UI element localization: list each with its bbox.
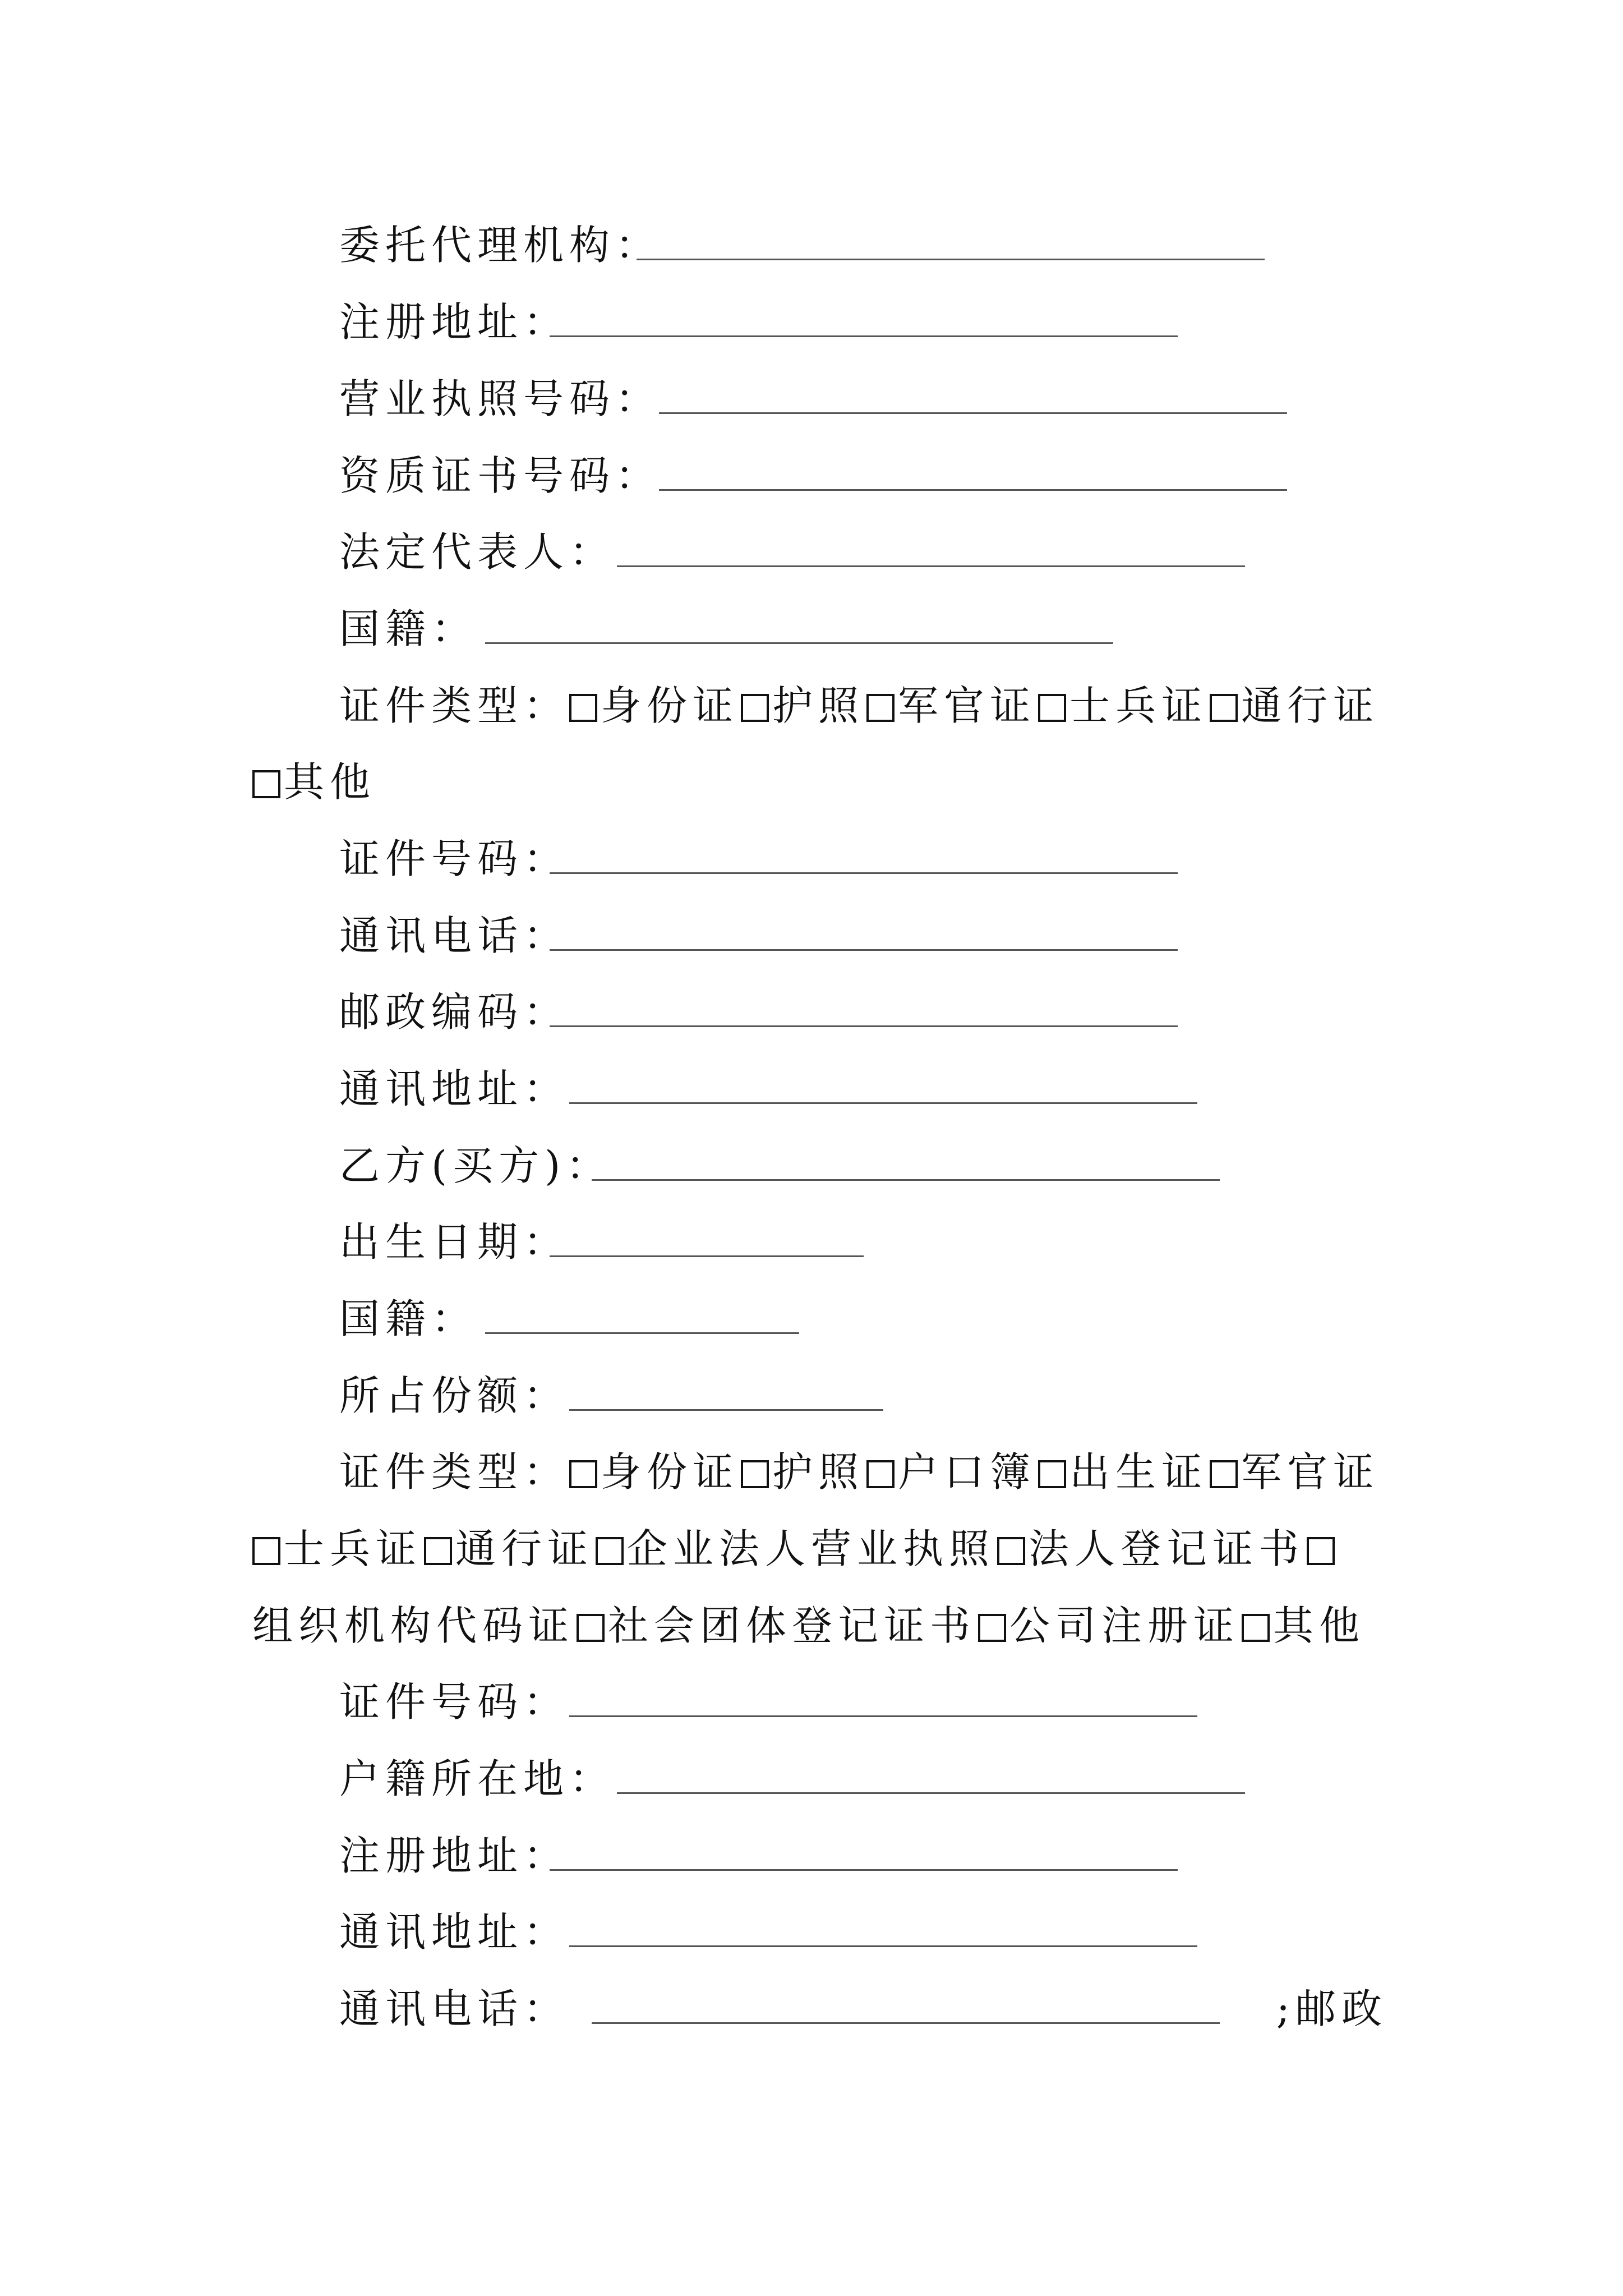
buyer-hukou-label: 户籍所在地：	[339, 1755, 616, 1802]
agent-id-type-row2	[252, 754, 1387, 810]
buyer-hukou-row	[339, 1751, 1387, 1807]
buyer-address-label: 通讯地址：	[339, 1908, 570, 1955]
buyer-id-opt-9[interactable]: 法人登记证书	[997, 1525, 1304, 1572]
buyer-id-opt-10-checkbox[interactable]	[1307, 1537, 1335, 1565]
buyer-phone-tail: ;邮政	[1276, 1985, 1387, 2032]
checkbox-icon[interactable]	[1210, 1460, 1238, 1488]
agent-nationality-row	[339, 601, 1387, 657]
checkbox-icon[interactable]	[1210, 694, 1238, 722]
agent-license-row	[339, 371, 1387, 427]
buyer-id-opt-7[interactable]: 通行证	[424, 1525, 593, 1572]
agent-address-label: 通讯地址：	[339, 1065, 570, 1112]
agent-org-blank[interactable]	[637, 217, 1265, 260]
buyer-reg-addr-row	[339, 1828, 1387, 1884]
agent-postcode-row	[339, 984, 1387, 1040]
agent-phone-label: 通讯电话：	[339, 912, 570, 959]
buyer-nationality-row	[339, 1291, 1387, 1347]
agent-phone-blank[interactable]	[550, 908, 1178, 951]
agent-org-row	[339, 217, 1387, 273]
buyer-id-opt-8[interactable]: 企业法人营业执照	[596, 1525, 995, 1572]
agent-nationality-label: 国籍：	[339, 605, 478, 652]
agent-reg-addr-row	[339, 294, 1387, 350]
checkbox-icon[interactable]	[978, 1614, 1006, 1642]
agent-reg-addr-label: 注册地址：	[339, 298, 570, 346]
checkbox-icon[interactable]	[577, 1614, 605, 1642]
agent-qual-row	[339, 448, 1387, 504]
buyer-id-opt-12[interactable]: 公司注册证	[978, 1602, 1239, 1649]
checkbox-icon[interactable]	[1038, 1460, 1066, 1488]
buyer-share-label: 所占份额：	[339, 1372, 570, 1419]
agent-license-blank[interactable]	[659, 371, 1287, 414]
buyer-address-blank[interactable]	[569, 1904, 1197, 1947]
buyer-nationality-blank[interactable]	[485, 1291, 799, 1334]
checkbox-icon[interactable]	[866, 1460, 895, 1488]
buyer-nationality-label: 国籍：	[339, 1295, 478, 1342]
agent-postcode-label: 邮政编码：	[339, 988, 570, 1036]
checkbox-icon[interactable]	[252, 770, 280, 798]
checkbox-icon[interactable]	[1242, 1614, 1270, 1642]
agent-id-no-label: 证件号码：	[339, 835, 570, 882]
buyer-id-opt-5[interactable]: 军官证	[1210, 1448, 1379, 1496]
agent-qual-label: 资质证书号码：	[339, 452, 662, 499]
buyer-id-opt-2[interactable]: 护照	[741, 1448, 864, 1496]
buyer-reg-addr-label: 注册地址：	[339, 1832, 570, 1879]
agent-address-row	[339, 1061, 1387, 1117]
buyer-birth-label: 出生日期：	[339, 1218, 570, 1266]
agent-id-type-row1	[339, 678, 1387, 734]
checkbox-icon[interactable]	[596, 1537, 624, 1565]
buyer-birth-row	[339, 1214, 1387, 1270]
checkbox-icon[interactable]	[997, 1537, 1025, 1565]
buyer-address-row	[339, 1904, 1387, 1960]
agent-id-no-row	[339, 831, 1387, 887]
buyer-id-opt-1[interactable]: 身份证	[569, 1448, 739, 1496]
agent-license-label: 营业执照号码：	[339, 375, 662, 422]
buyer-id-type-row1	[339, 1444, 1387, 1500]
agent-id-opt-1[interactable]: 身份证	[569, 682, 739, 729]
agent-reg-addr-blank[interactable]	[550, 294, 1178, 337]
checkbox-icon[interactable]	[741, 694, 769, 722]
buyer-party-row	[339, 1138, 1387, 1194]
buyer-id-opt-4[interactable]: 出生证	[1038, 1448, 1207, 1496]
buyer-id-opt-13[interactable]: 其他	[1242, 1602, 1365, 1649]
agent-id-opt-2[interactable]: 护照	[741, 682, 864, 729]
agent-legal-rep-label: 法定代表人：	[339, 528, 616, 576]
buyer-birth-blank[interactable]	[550, 1214, 864, 1257]
buyer-id-opt-6[interactable]: 士兵证	[252, 1525, 422, 1572]
checkbox-icon[interactable]	[569, 1460, 597, 1488]
checkbox-icon[interactable]	[1038, 694, 1066, 722]
agent-address-blank[interactable]	[569, 1061, 1197, 1104]
buyer-share-row	[339, 1368, 1387, 1424]
buyer-phone-blank[interactable]	[592, 1981, 1220, 2024]
agent-legal-rep-row	[339, 524, 1387, 580]
buyer-id-no-row	[339, 1674, 1387, 1730]
buyer-share-blank[interactable]	[569, 1368, 883, 1411]
agent-postcode-blank[interactable]	[550, 984, 1178, 1027]
checkbox-icon[interactable]	[424, 1537, 452, 1565]
buyer-id-type-row2	[252, 1521, 1387, 1577]
buyer-id-opt-3[interactable]: 户口簿	[866, 1448, 1036, 1496]
buyer-party-blank[interactable]	[592, 1138, 1220, 1181]
agent-legal-rep-blank[interactable]	[617, 524, 1245, 567]
buyer-id-opt-10[interactable]: 组织机构代码证	[252, 1602, 575, 1649]
checkbox-icon[interactable]	[741, 1460, 769, 1488]
agent-id-opt-6[interactable]: 其他	[252, 758, 376, 806]
agent-id-type-label: 证件类型：	[339, 682, 570, 729]
buyer-id-opt-11[interactable]: 社会团体登记证书	[577, 1602, 976, 1649]
agent-nationality-blank[interactable]	[485, 601, 1113, 644]
agent-id-opt-4[interactable]: 士兵证	[1038, 682, 1207, 729]
buyer-reg-addr-blank[interactable]	[550, 1828, 1178, 1871]
agent-id-no-blank[interactable]	[550, 831, 1178, 874]
checkbox-icon[interactable]	[569, 694, 597, 722]
buyer-id-no-blank[interactable]	[569, 1674, 1197, 1717]
buyer-party-label: 乙方(买方)：	[339, 1142, 612, 1189]
buyer-id-type-row3	[252, 1598, 1387, 1654]
buyer-id-no-label: 证件号码：	[339, 1678, 570, 1726]
agent-id-opt-5[interactable]: 通行证	[1210, 682, 1379, 729]
checkbox-icon[interactable]	[866, 694, 895, 722]
checkbox-icon[interactable]	[252, 1537, 280, 1565]
buyer-hukou-blank[interactable]	[617, 1751, 1245, 1794]
buyer-phone-label: 通讯电话：	[339, 1985, 570, 2032]
agent-org-label: 委托代理机构：	[339, 222, 662, 269]
agent-qual-blank[interactable]	[659, 448, 1287, 491]
agent-id-opt-3[interactable]: 军官证	[866, 682, 1036, 729]
agent-phone-row	[339, 908, 1387, 964]
buyer-id-type-label: 证件类型：	[339, 1448, 570, 1496]
buyer-phone-row	[339, 1981, 1387, 2037]
